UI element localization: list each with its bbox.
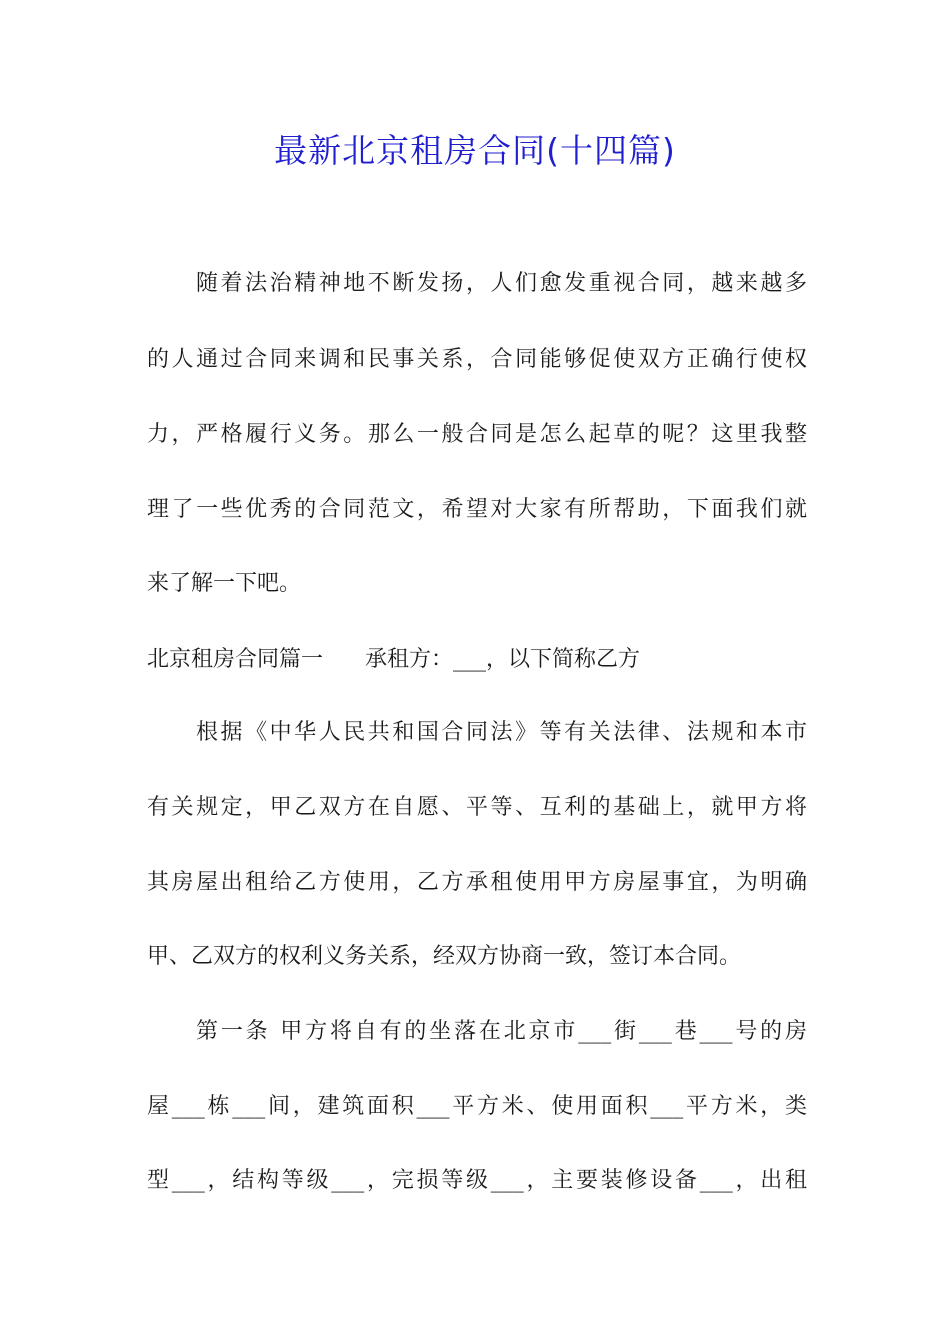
article1-line-3: 型___，结构等级___，完损等级___，主要装修设备___，出租 — [147, 1168, 807, 1193]
para1-line-3: 其房屋出租给乙方使用，乙方承租使用甲方房屋事宜，为明确 — [147, 870, 807, 895]
article1-line-1: 第一条 甲方将自有的坐落在北京市___街___巷___号的房 — [196, 1019, 807, 1044]
para1-line-4: 甲、乙双方的权利义务关系，经双方协商一致，签订本合同。 — [147, 944, 742, 969]
para1-line-2: 有关规定，甲乙双方在自愿、平等、互利的基础上，就甲方将 — [147, 795, 807, 820]
intro-line-2: 的人通过合同来调和民事关系，合同能够促使双方正确行使权 — [147, 347, 807, 372]
article1-line-2: 屋___栋___间，建筑面积___平方米、使用面积___平方米，类 — [147, 1094, 807, 1119]
para1-line-1: 根据《中华人民共和国合同法》等有关法律、法规和本市 — [196, 720, 807, 745]
intro-line-5: 来了解一下吧。 — [147, 571, 302, 596]
section-heading: 北京租房合同篇一 — [147, 647, 324, 672]
section-heading-tail: 承租方：___，以下简称乙方 — [365, 647, 641, 672]
intro-line-1: 随着法治精神地不断发扬，人们愈发重视合同，越来越多 — [196, 271, 807, 296]
document-title: 最新北京租房合同(十四篇) — [274, 131, 676, 170]
intro-line-3: 力，严格履行义务。那么一般合同是怎么起草的呢？这里我整 — [147, 422, 807, 447]
section-heading-row — [147, 642, 640, 678]
intro-line-4: 理了一些优秀的合同范文，希望对大家有所帮助，下面我们就 — [147, 497, 807, 522]
